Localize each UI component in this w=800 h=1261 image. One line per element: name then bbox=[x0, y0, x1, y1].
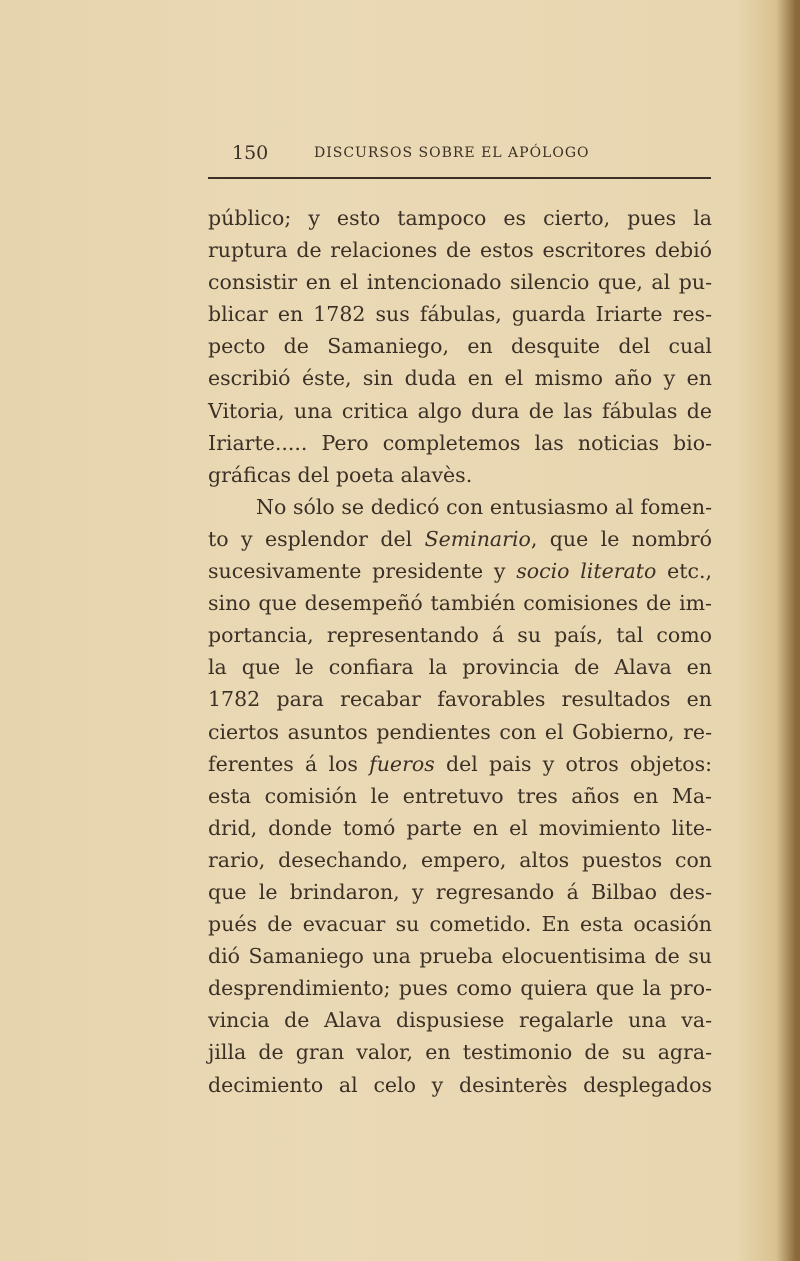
text-line: sino que desempeñó también comisiones de im- bbox=[208, 591, 712, 616]
text-line: que le brindaron, y regresando á Bilbao des- bbox=[208, 879, 712, 904]
text-span: , que le nombró bbox=[530, 526, 713, 551]
text-line: ruptura de relaciones de estos escritores debió bbox=[208, 238, 712, 263]
text-line: gráficas del poeta alavès. bbox=[208, 462, 473, 487]
text-line: jilla de gran valor, en testimonio de su agra- bbox=[208, 1040, 712, 1065]
text-span: etc., bbox=[656, 559, 713, 584]
text-line: pecto de Samaniego, en desquite del cual bbox=[208, 334, 712, 359]
text-span: del pais y otros objetos: bbox=[434, 751, 712, 776]
text-line: No sólo se dedicó con entusiasmo al fomen- bbox=[256, 494, 712, 519]
text-line: pués de evacuar su cometido. En esta ocasión bbox=[208, 912, 712, 937]
page-number: 150 bbox=[232, 142, 269, 164]
text-span: ferentes á los bbox=[208, 751, 370, 776]
text-line bbox=[208, 748, 712, 780]
text-line: decimiento al celo y desinterès desplegados bbox=[208, 1072, 712, 1097]
text-line: blicar en 1782 sus fábulas, guarda Iriarte res- bbox=[208, 302, 712, 327]
text-line: rario, desechando, empero, altos puestos con bbox=[208, 847, 712, 872]
text-span: sucesivamente presidente y bbox=[208, 559, 517, 584]
text-line: público; y esto tampoco es cierto, pues la bbox=[208, 206, 712, 230]
text-span: to y esplendor del bbox=[208, 526, 425, 551]
text-line: escribió éste, sin duda en el mismo año y en bbox=[208, 366, 712, 391]
running-title: DISCURSOS SOBRE EL APÓLOGO bbox=[314, 145, 590, 161]
italic-text: fueros bbox=[369, 751, 435, 776]
text-line: consistir en el intencionado silencio que, al pu- bbox=[208, 270, 712, 295]
header-rule bbox=[208, 177, 711, 179]
text-line: 1782 para recabar favorables resultados en bbox=[208, 687, 712, 712]
text-line: vincia de Alava dispusiese regalarle una va- bbox=[208, 1008, 712, 1033]
text-line bbox=[208, 523, 712, 555]
text-line: dió Samaniego una prueba elocuentisima de su bbox=[208, 944, 712, 969]
italic-text: socio literato bbox=[516, 559, 657, 584]
text-line: Iriarte..... Pero completemos las noticias bio- bbox=[208, 430, 712, 455]
text-line: esta comisión le entretuvo tres años en Ma- bbox=[208, 783, 712, 808]
text-line: la que le confiara la provincia de Alava en bbox=[208, 655, 712, 680]
body-text bbox=[208, 202, 712, 1101]
text-line: drid, donde tomó parte en el movimiento lite- bbox=[208, 815, 712, 840]
text-line: portancia, representando á su país, tal como bbox=[208, 623, 712, 648]
italic-text: Seminario bbox=[424, 526, 531, 551]
text-line: desprendimiento; pues como quiera que la pro- bbox=[208, 976, 712, 1001]
text-line: ciertos asuntos pendientes con el Gobierno, re- bbox=[208, 719, 712, 744]
text-line: Vitoria, una critica algo dura de las fábulas de bbox=[208, 398, 712, 423]
text-line bbox=[208, 555, 712, 587]
